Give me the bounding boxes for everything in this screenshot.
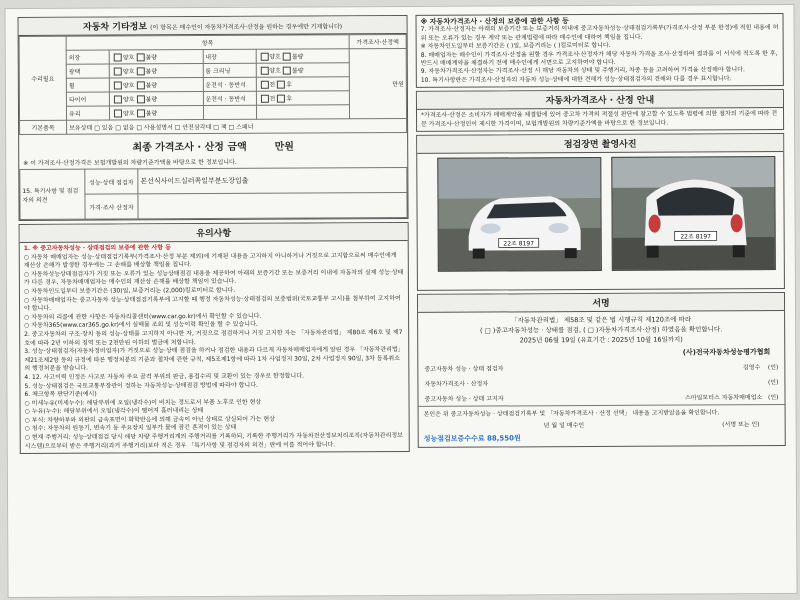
other-info-title: 자동차 기타정보 (83, 22, 148, 33)
price-maker-label: 자동차가격조사 · 산정자 (424, 380, 489, 389)
basic-items: 보유상태 □ 있음 □ 없음 □ 사용설명서 □ 안전삼각대 □ 잭 □ 스패너 (67, 118, 407, 134)
checkbox[interactable] (260, 67, 268, 75)
row-label: 외장 (66, 50, 109, 64)
notice-line: 3. 성능·상태점검자(자동차정비업자)가 거짓으로 성능·상태 점검을 하거나 점검한 내용과 다르게 자동차매매업자에게 알린 경우 「자동차관리법」 제21조제2항 등의 규정에 따른 행정처분의 기준과 절차에 관한 규칙, 제5조제1항에 따라 1차 사업정지 30일, 2차 사업정지 90일, 3차 등록취소의 행정처분을 받습니다. (24, 346, 404, 373)
notice-line: ○ 누유(누수): 해당부위에서 오일(냉각수)이 떨어져 흘러내리는 상태 (24, 407, 204, 416)
opt-rear: 후 (286, 95, 293, 103)
notice-title: 유의사항 (20, 223, 408, 243)
notice-line: ○ 부식: 차량하부와 외판의 금속표면이 화학반응에 의해 금속이 아닌 상태로 상실되어 가는 현상 (24, 415, 276, 424)
right-column (416, 13, 786, 448)
inspection-document (4, 4, 797, 598)
options (256, 49, 350, 63)
opt-bad: 불량 (145, 68, 158, 76)
notice-line: ○ 현재 주행거리: 성능·상태점검 당시 해당 차량 주행거리계의 주행거리를 기록하되, 기록한 주행거리가 자동차전산정보처리조직(자동차관리정보시스템)으로부터 받은 주행거리(과거 주행거리)보다 적은 경우 「특기사항 및 점검자의 의견」란에 이를 적어야 합니다. (24, 432, 403, 450)
notice-line: 6. 체크항목 판단기준(예시) (24, 390, 97, 399)
vehicle-other-info (18, 15, 409, 221)
table-row (20, 118, 407, 134)
opt-rear: 후 (286, 81, 292, 89)
front-photo (437, 157, 602, 272)
other-info-note: (이 항목은 매수인이 자동차가격조사·산정을 원하는 경우에만 기재합니다) (150, 23, 343, 32)
opt-good: 양호 (269, 67, 281, 75)
receive-section (419, 404, 785, 447)
special-sub2: 가격·조사 산정자 (85, 194, 138, 219)
row-label: 운전석 · 동반석 (203, 91, 256, 105)
seal: (인) (767, 364, 779, 372)
row-label: 내장 (203, 49, 256, 63)
row-label: 유리 (66, 106, 109, 120)
notifier-name: 스마일모터스 자동차매매업소 (685, 394, 763, 402)
row-label: 휠 (66, 78, 109, 92)
price-guide-text: *가격조사·산정은 소비자가 매매계약을 체결함에 있어 중고차 가격의 적절성 판단에 참고할 수 있도록 법령에 의한 절차의 기준에 따라 전문 가격조사·산정인이 제시한 가격이며, 보험개발원의 차량기준가액을 바탕으로 한 정보입니다. (421, 110, 778, 128)
row-label: 광택 (66, 64, 109, 78)
sign-date: 2025년 06월 19일 (유효기간 : 2025년 10월 16일까지) (519, 335, 683, 345)
receive-text: 본인은 위 중고자동차성능 · 상태점검기록부 및 「자동차가격조사 · 산정 선택」 내용을 고지받았음을 확인합니다. (423, 409, 720, 419)
options (109, 92, 203, 106)
opt-good: 양호 (122, 54, 135, 62)
notice-line: ○ 미세누유(미세누수): 해당부위에 오일(냉각수)이 비치는 정도로서 부품 노후로 인한 현상 (24, 398, 262, 407)
notice-line: 4. 12. 사고이력 인정은 사고로 자동차 주요 골격 부위의 판금, 용접수리 및 교환이 있는 경우로 한정합니다. (24, 372, 304, 381)
opt-good: 양호 (269, 53, 281, 61)
left-column (18, 15, 410, 454)
price-note: ※ 이 가격조사·산정가격은 보험개발원의 차량기준가액을 바탕으로 한 정보입니다. (23, 158, 237, 167)
fee-text: 성능점검보증수수료 88,550원 (423, 434, 521, 444)
opt-front: 전 (269, 95, 276, 103)
final-price (19, 133, 407, 158)
empty-cell (138, 192, 407, 218)
options (109, 78, 203, 92)
special-label: 15. 특기사항 및 점검자의 의견 (20, 169, 85, 219)
repair-unit: 만원 (349, 48, 406, 118)
seal: (인) (767, 379, 779, 387)
other-info-table (19, 34, 408, 135)
checkbox[interactable] (260, 81, 268, 89)
opt-good: 양호 (122, 110, 135, 118)
options (256, 77, 350, 91)
sign-title: 서명 (418, 293, 784, 313)
inspector-label: 중고자동차 성능 · 상태 점검자 (424, 365, 504, 374)
notice-section (19, 222, 410, 454)
notice-body (20, 241, 409, 453)
checkbox[interactable] (137, 96, 145, 104)
rear-car-image (612, 157, 775, 270)
row-label: 룸 크리닝 (203, 63, 256, 77)
row-label: 운전석 · 동반석 (203, 77, 256, 91)
opt-good: 양호 (122, 68, 135, 76)
checkbox[interactable] (277, 81, 285, 89)
receive-date: 년 월 일 매수인 (543, 422, 585, 430)
checkbox[interactable] (114, 110, 122, 118)
sign-statement (418, 311, 784, 349)
checkbox[interactable] (114, 96, 122, 104)
org-name: (사)전국자동차성능평가협회 (682, 348, 771, 357)
price-unit: 만원 (274, 141, 294, 153)
opt-good: 양호 (122, 82, 135, 90)
photo-title: 점검장면 촬영사진 (417, 134, 783, 154)
rear-photo (611, 156, 776, 271)
notice-line: ○ 자동차매매업자는 중고자동차 성능·상태점검기록부에 고지할 때 행정 자동차성능·상태점검의 보증범위(국토교통부 고시)를 첨부하여 고지하여야 합니다. (23, 294, 401, 313)
special-text: 본선식사이드실러쪽일부분도장입출 (138, 167, 407, 193)
photo-section (416, 133, 785, 291)
receive-sign: (서명 또는 인) (722, 421, 760, 429)
guarantee-section (416, 13, 784, 88)
notice-line: ○ 자동차인도일부터 보증기간은 (30)일, 보증거리는 (2,000)킬로미터로 합니다. (23, 286, 236, 295)
opt-bad: 불량 (145, 110, 158, 118)
col-check: 가격조사·산정액 (349, 34, 406, 48)
front-car-image (438, 158, 601, 271)
checkbox[interactable] (114, 54, 122, 62)
plate-front: 22조 8197 (503, 240, 535, 248)
sign-text2: ( □ )중고자동차성능 · 상태를 점검, ( □ )자동차가격조사·산정) 하였음을 확인합니다. (479, 325, 723, 336)
checkbox[interactable] (260, 95, 268, 103)
plate-rear: 22조 8197 (680, 233, 711, 241)
guarantee-line: 9. 자동차가격조사·산정자는 가격조사·산정 시 해당 자동차의 상태 및 주행거리, 차종 등을 고려하여 가격을 산정해야 합니다. (420, 66, 745, 76)
checkbox[interactable] (136, 82, 144, 90)
checkbox[interactable] (136, 54, 144, 62)
special-notes-table (19, 167, 407, 220)
guarantee-title: ※ 자동차가격조사 · 산정의 보증에 관한 사항 등 (420, 17, 569, 26)
opt-bad: 불량 (145, 82, 158, 90)
checkbox[interactable] (260, 53, 268, 61)
notice-line: ○ 자동차성능상태점검자가 거짓 또는 오류가 있는 성능상태점검 내용을 제공하여 아래의 보증기간 또는 보증거리 이내에 자동차의 실제 성능·상태가 다른 경우, 자동차매매업자는 매수인의 재산상 손해를 배상할 책임이 있습니다. (23, 268, 404, 287)
opt-bad: 불량 (291, 53, 304, 61)
seal: (인) (768, 394, 779, 402)
notice-line: 2. 중고자동차의 구조·장치 등의 성능·상태를 고지하지 아니한 자, 거짓으로 점검하거나 거짓 고지한 자는 「자동차관리법」 제80조 제6호 및 제7호에 따라 2년 이하의 징역 또는 2천만원 이하의 벌금에 처합니다. (24, 328, 403, 347)
other-info-header (19, 16, 407, 36)
empty-cell (256, 105, 350, 119)
opt-bad: 불량 (145, 96, 158, 104)
notice-line: ○ 자동차의 리콜에 관한 사항은 자동차리콜센터(www.car.go.kr)에서 확인할 수 있습니다. (24, 312, 262, 321)
row-label: 타이어 (66, 92, 109, 106)
price-guide-box (416, 89, 784, 132)
checkbox[interactable] (277, 95, 285, 103)
checkbox[interactable] (137, 110, 145, 118)
row-label (203, 105, 256, 119)
checkbox[interactable] (283, 67, 291, 75)
guarantee-line: 7. 가격조사·산정자는 아래의 보증기간 또는 보증거리 이내에 중고자동차성능·상태점검기록부(가격조사·산정 부분 한정)에 적힌 내용에 허위 또는 오류가 있는 경우 계약 또는 관계법령에 따라 매수인에 대하여 책임을 집니다. (420, 24, 779, 42)
options (256, 63, 350, 77)
inspector-name: 김영수 (742, 364, 761, 372)
repair-label: 수리필요 (19, 36, 66, 120)
guarantee-line: 10. 특기사항란은 가격조사·산정자의 자동차 성능·상태에 대한 견해가 성능·상태점검자의 견해와 다를 경우 표시합니다. (420, 75, 732, 84)
checkbox[interactable] (283, 53, 291, 61)
price-title: 최종 가격조사 · 산정 금액 (132, 141, 247, 154)
checkbox[interactable] (136, 68, 144, 76)
options (109, 106, 203, 120)
basic-label: 기본품목 (20, 120, 67, 134)
options (109, 50, 203, 64)
price-guide-title: 자동차가격조사 · 산정 안내 (417, 90, 783, 110)
notice-line: ○ 자동차 매매업자는 성능·상태점검기록부(가격조사·산정 부분 제외)에 기재된 내용을 고지하지 아니하거나 거짓으로 고지함으로써 매수인에게 재산상 손해가 발생한 경우에는 그 손해를 배상할 책임을 집니다. (23, 251, 397, 270)
options (256, 91, 350, 105)
special-sub1: 성능·상태 점검자 (85, 169, 138, 194)
signature-section (417, 292, 786, 448)
col-item: 항목 (66, 35, 349, 50)
notice-line: ○ 침수: 자동차의 원동기, 변속기 등 주요장치 일부가 물에 잠긴 흔적이 있는 상태 (24, 424, 237, 433)
sign-text1: 「자동차관리법」 제58조 및 같은 법 시행규칙 제120조에 따라 (511, 315, 692, 325)
notice-heading: 1. ※ 중고자동차성능 · 상태점검의 보증에 관한 사항 등 (23, 244, 171, 252)
checkbox[interactable] (114, 82, 122, 90)
opt-front: 전 (269, 81, 276, 89)
notice-line: ○ 자동차365(www.car365.go.kr)에서 실매물 조회 및 성능이력 확인을 할 수 있습니다. (24, 321, 258, 330)
guarantee-line: 8. 매매업자는 매수인이 가격조사·산정을 원할 경우 가격조사·산정자가 해당 자동차 가격을 조사·산정하여 결과를 이 서식에 적도록 한 후, 반드시 매매계약을 체결하기 전에 매수인에게 서면으로 고지하여야 합니다. (420, 49, 778, 67)
notice-line: 5. 성능·상태점검은 국토교통부장관이 정하는 자동차성능·상태점검 방법에 따라야 합니다. (24, 381, 258, 390)
checkbox[interactable] (114, 68, 122, 76)
guarantee-line: ※ 자동차인도일부터 보증기간은 ( )일, 보증거리는 ( )킬로미터로 합니다. (420, 42, 611, 51)
notifier-label: 중고자동차 성능 · 상태 고지자 (424, 395, 504, 404)
opt-good: 양호 (122, 96, 135, 104)
options (109, 64, 203, 78)
opt-bad: 불량 (145, 54, 157, 62)
opt-bad: 불량 (291, 67, 304, 75)
